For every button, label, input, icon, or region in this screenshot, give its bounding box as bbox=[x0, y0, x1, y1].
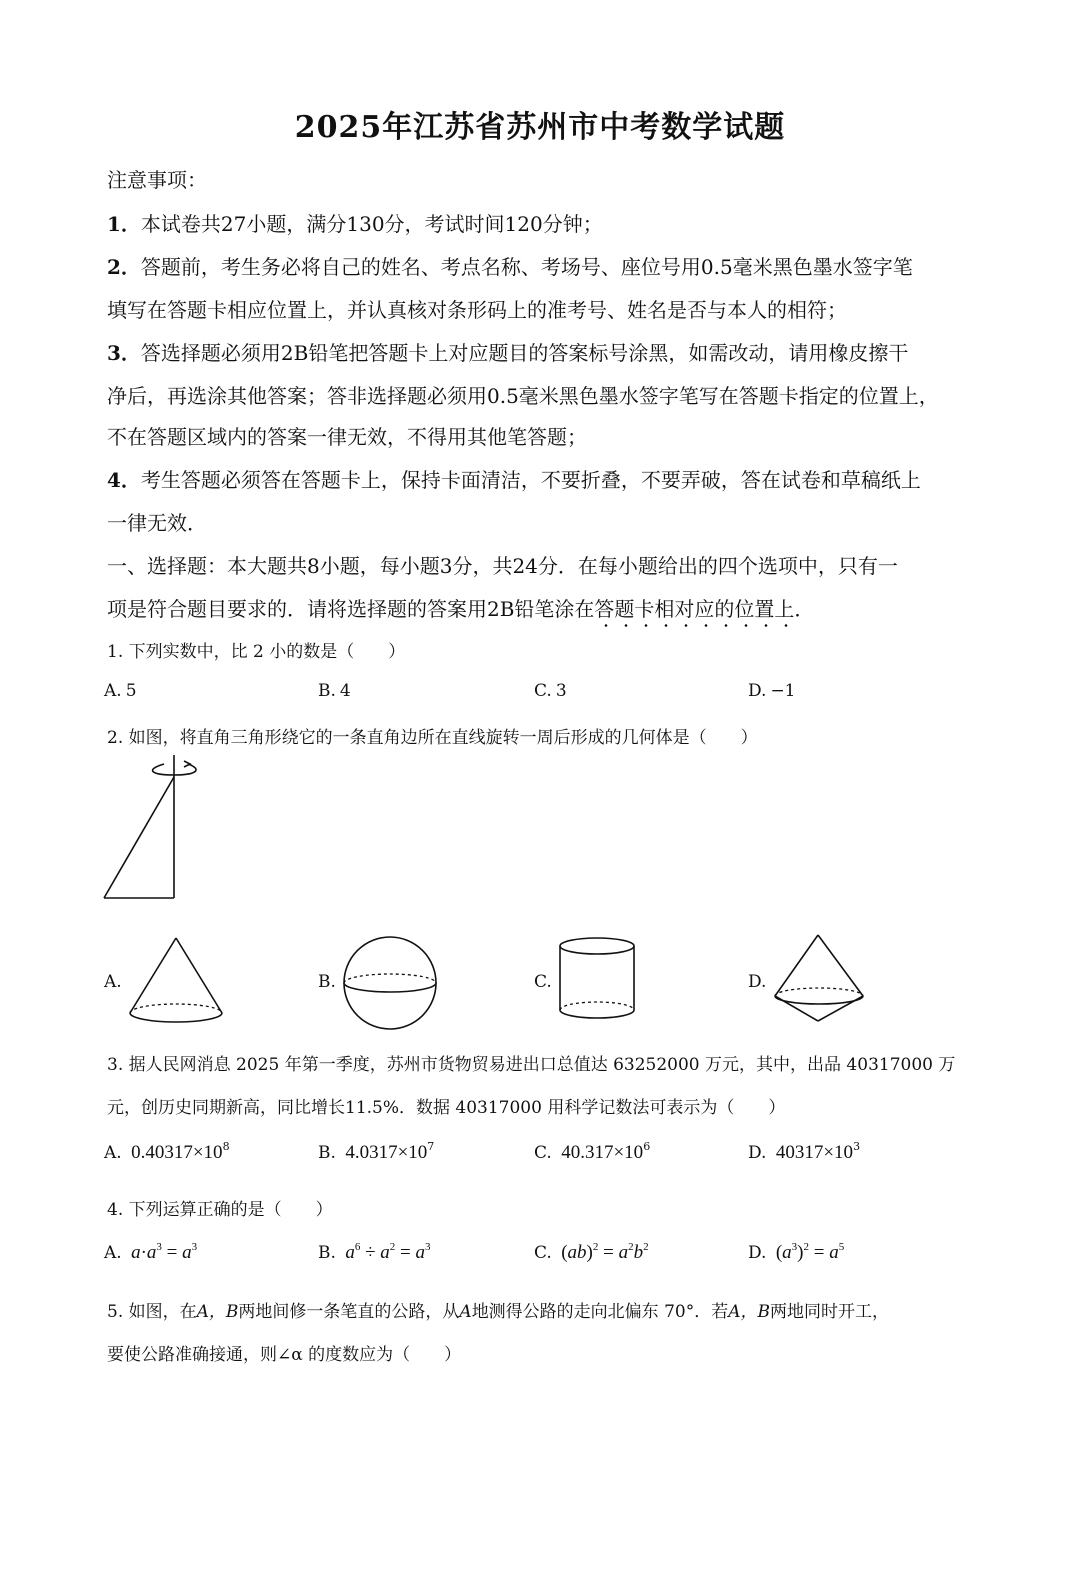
notice-item-1 bbox=[107, 208, 603, 237]
q3-option-a-label: A. bbox=[104, 1143, 122, 1163]
q5-var-a: A bbox=[459, 1302, 472, 1322]
section1-line2-emphasis: 答题卡相对应的位置上 bbox=[594, 597, 795, 621]
q1-option-a-label: A. bbox=[104, 681, 122, 701]
q3-line2: 元，创历史同期新高，同比增长11.5%．数据 40317000 用科学记数法可表示为（ ） bbox=[107, 1098, 786, 1118]
section1-line2 bbox=[107, 593, 814, 622]
q4-option-a-formula: $a\cdot a^3 = a^3$ bbox=[131, 1241, 198, 1263]
q4-option-d-formula: $(a^3)^2 = a^5$ bbox=[775, 1241, 845, 1263]
q5-line1-b: 两地间修一条笔直的公路，从 bbox=[238, 1302, 460, 1322]
q1-option-d-text: −1 bbox=[770, 681, 796, 701]
q4-stem: 4. 下列运算正确的是（ ） bbox=[107, 1200, 333, 1220]
notice-heading: 注意事项： bbox=[107, 168, 207, 192]
q1-option-c-text: 3 bbox=[555, 681, 567, 701]
q3-option-b bbox=[318, 1142, 434, 1164]
notice-item-3-num: 3． bbox=[107, 341, 141, 365]
q3-option-c-exp: 6 bbox=[643, 1140, 651, 1153]
notice-item-2-text: 答题前，考生务必将自己的姓名、考点名称、考场号、座位号用0.5毫米黑色墨水签字笔 bbox=[140, 255, 913, 279]
q4-option-d bbox=[748, 1242, 844, 1264]
q1-option-c-label: C. bbox=[534, 681, 552, 701]
q1-option-d bbox=[748, 681, 796, 701]
notice-item-2-cont: 填写在答题卡相应位置上，并认真核对条形码上的准考号、姓名是否与本人的相符； bbox=[107, 298, 847, 322]
q2-option-b-label: B. bbox=[318, 972, 336, 992]
q4-option-b bbox=[318, 1242, 430, 1264]
notice-item-4-cont: 一律无效． bbox=[107, 511, 207, 535]
q5-var-ab-2: A，B bbox=[728, 1302, 771, 1322]
notice-item-3-text: 答选择题必须用2B铅笔把答题卡上对应题目的答案标号涂黑，如需改动，请用橡皮擦干 bbox=[140, 341, 909, 365]
q4-option-a-label: A. bbox=[104, 1243, 122, 1263]
section1-line2-suffix: ． bbox=[794, 597, 815, 621]
q3-option-a-base: 0.40317×10 bbox=[131, 1142, 223, 1163]
cylinder-figure bbox=[557, 936, 637, 1022]
q4-option-a bbox=[104, 1242, 197, 1264]
q4-option-c-label: C. bbox=[534, 1243, 552, 1263]
notice-item-4-text: 考生答题必须答在答题卡上，保持卡面清洁，不要折叠，不要弄破，答在试卷和草稿纸上 bbox=[140, 468, 921, 492]
notice-item-1-num: 1． bbox=[107, 212, 141, 236]
q3-option-b-exp: 7 bbox=[427, 1140, 435, 1153]
q3-option-c bbox=[534, 1142, 650, 1164]
notice-item-4 bbox=[107, 464, 921, 493]
q2-option-a-label: A. bbox=[104, 972, 122, 992]
q1-option-b bbox=[318, 681, 351, 701]
notice-item-2-num: 2． bbox=[107, 255, 141, 279]
notice-item-3 bbox=[107, 337, 908, 366]
page-title: 2025年江苏省苏州市中考数学试题 bbox=[294, 110, 786, 145]
q1-option-b-label: B. bbox=[318, 681, 336, 701]
q5-line2: 要使公路准确接通，则∠α 的度数应为（ ） bbox=[107, 1345, 462, 1365]
q5-line1-c: 地测得公路的走向北偏东 70°．若 bbox=[471, 1302, 729, 1322]
q4-option-c bbox=[534, 1242, 649, 1264]
q2-option-c-label: C. bbox=[534, 972, 552, 992]
q3-option-c-label: C. bbox=[534, 1143, 552, 1163]
q3-line1: 3. 据人民网消息 2025 年第一季度，苏州市货物贸易进出口总值达 63252000 万元，其中，出品 40317000 万 bbox=[107, 1055, 956, 1075]
q1-option-a-text: 5 bbox=[125, 681, 137, 701]
q5-line1 bbox=[107, 1297, 889, 1322]
q3-option-d bbox=[748, 1142, 860, 1164]
cone-figure bbox=[126, 935, 226, 1027]
q5-line1-d: 两地同时开工， bbox=[770, 1302, 890, 1322]
q5-line1-a: 5. 如图，在 bbox=[107, 1302, 197, 1322]
q2-option-d-label: D. bbox=[748, 972, 767, 992]
section1-line2-prefix: 项是符合题目要求的．请将选择题的答案用2B铅笔涂在 bbox=[107, 597, 595, 621]
q3-option-d-label: D. bbox=[748, 1143, 767, 1163]
notice-item-3-cont2: 不在答题区域内的答案一律无效，不得用其他笔答题； bbox=[107, 425, 587, 449]
q3-option-b-label: B. bbox=[318, 1143, 336, 1163]
q4-option-c-formula: $(ab)^2 = a^2b^2$ bbox=[561, 1241, 649, 1263]
q4-option-d-label: D. bbox=[748, 1243, 767, 1263]
q4-option-b-label: B. bbox=[318, 1243, 336, 1263]
q3-option-d-base: 40317×10 bbox=[775, 1142, 854, 1163]
right-triangle-rotation-figure bbox=[100, 755, 210, 905]
q3-option-d-exp: 3 bbox=[853, 1140, 861, 1153]
q1-option-b-text: 4 bbox=[339, 681, 351, 701]
q1-option-c bbox=[534, 681, 567, 701]
q3-option-a-exp: 8 bbox=[222, 1140, 230, 1153]
double-cone-figure bbox=[772, 932, 868, 1024]
q1-option-d-label: D. bbox=[748, 681, 767, 701]
sphere-figure bbox=[342, 935, 438, 1031]
q3-option-b-base: 4.0317×10 bbox=[345, 1142, 428, 1163]
notice-item-4-num: 4． bbox=[107, 468, 141, 492]
q1-option-a bbox=[104, 681, 137, 701]
notice-item-1-text: 本试卷共27小题，满分130分，考试时间120分钟； bbox=[140, 212, 603, 236]
q4-option-b-formula: $a^6 \div a^2 = a^3$ bbox=[345, 1241, 431, 1263]
notice-item-3-cont: 净后，再选涂其他答案；答非选择题必须用0.5毫米黑色墨水签字笔写在答题卡指定的位置上， bbox=[107, 384, 939, 408]
q5-var-ab-1: A，B bbox=[196, 1302, 239, 1322]
notice-item-2 bbox=[107, 251, 913, 280]
section1-line1: 一、选择题：本大题共8小题，每小题3分，共24分．在每小题给出的四个选项中，只有一 bbox=[107, 554, 898, 578]
q3-option-c-base: 40.317×10 bbox=[561, 1142, 644, 1163]
q1-stem: 1. 下列实数中，比 2 小的数是（ ） bbox=[107, 642, 406, 662]
q2-stem: 2. 如图，将直角三角形绕它的一条直角边所在直线旋转一周后形成的几何体是（ ） bbox=[107, 728, 758, 748]
q3-option-a bbox=[104, 1142, 230, 1164]
